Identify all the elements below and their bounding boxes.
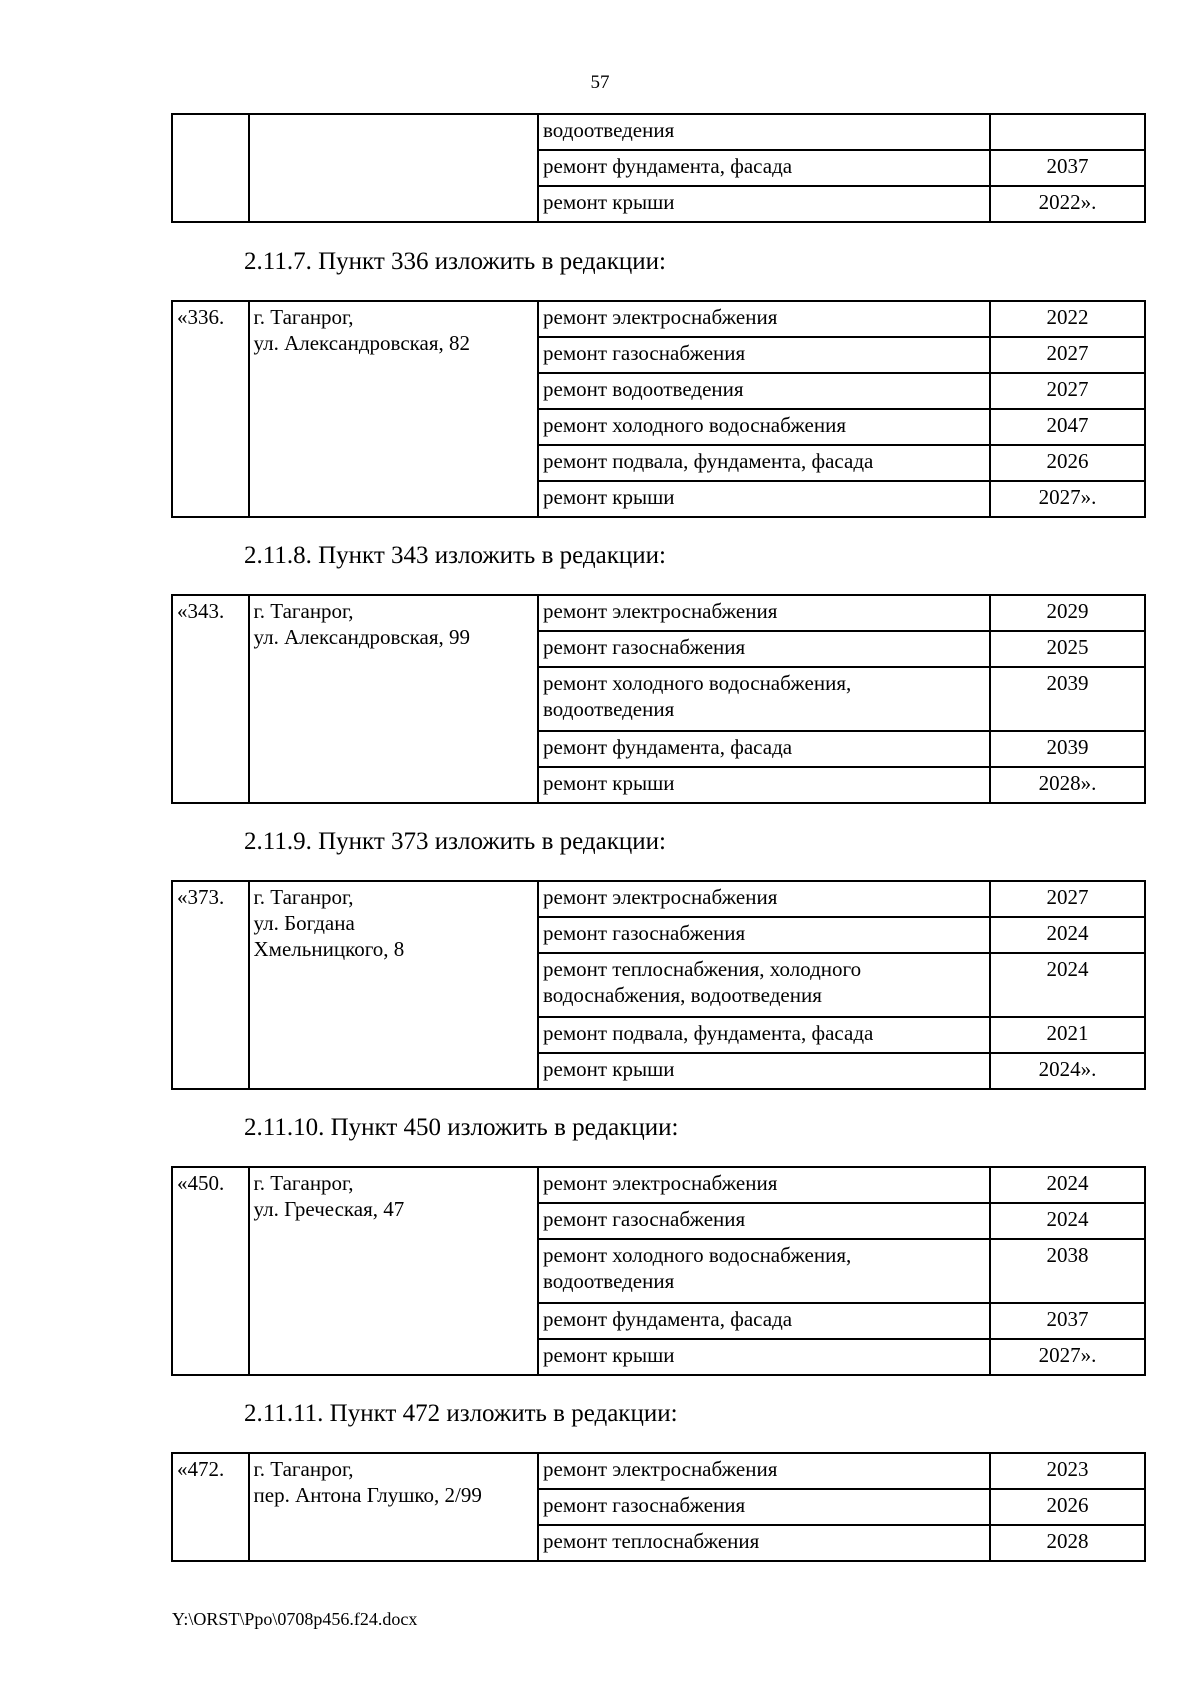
- address-cell: [249, 595, 539, 803]
- section-table: [171, 594, 1146, 804]
- year-cell: 2039: [990, 731, 1145, 767]
- work-cell: ремонт крыши: [538, 1053, 990, 1089]
- section-heading: 2.11.7. Пункт 336 изложить в редакции:: [244, 248, 666, 275]
- address-cell: [249, 881, 539, 1089]
- address-line: г. Таганрог,: [253, 599, 354, 623]
- work-cell: ремонт подвала, фундамента, фасада: [538, 445, 990, 481]
- work-cell: ремонт фундамента, фасада: [538, 1303, 990, 1339]
- work-cell: ремонт газоснабжения: [538, 337, 990, 373]
- address-line: г. Таганрог,: [253, 1171, 354, 1195]
- work-cell: ремонт фундамента, фасада: [538, 150, 990, 186]
- year-cell: 2024: [990, 917, 1145, 953]
- address-line: Хмельницкого, 8: [253, 937, 405, 961]
- year-cell: 2026: [990, 445, 1145, 481]
- year-cell: 2026: [990, 1489, 1145, 1525]
- address-line: г. Таганрог,: [253, 885, 354, 909]
- year-cell: 2037: [990, 1303, 1145, 1339]
- work-cell: ремонт крыши: [538, 1339, 990, 1375]
- table-row: [172, 881, 1145, 917]
- table-row: [172, 1167, 1145, 1203]
- work-cell: ремонт крыши: [538, 767, 990, 803]
- work-cell: ремонт теплоснабжения, холодного водоснабжения, водоотведения: [538, 953, 990, 1017]
- address-cell: [249, 301, 539, 517]
- work-cell: ремонт электроснабжения: [538, 1167, 990, 1203]
- work-cell: ремонт водоотведения: [538, 373, 990, 409]
- address-line: ул. Александровская, 99: [253, 625, 471, 649]
- number-cell: [172, 114, 249, 222]
- section-heading: 2.11.9. Пункт 373 изложить в редакции:: [244, 828, 666, 855]
- work-cell: ремонт фундамента, фасада: [538, 731, 990, 767]
- year-cell: 2038: [990, 1239, 1145, 1303]
- address-cell: [249, 1167, 539, 1375]
- number-cell: «472.: [172, 1453, 249, 1561]
- section-heading: 2.11.11. Пункт 472 изложить в редакции:: [244, 1400, 678, 1427]
- address-line: пер. Антона Глушко, 2/99: [253, 1483, 482, 1507]
- work-cell: ремонт теплоснабжения: [538, 1525, 990, 1561]
- work-cell: ремонт крыши: [538, 186, 990, 222]
- year-cell: 2028: [990, 1525, 1145, 1561]
- year-cell: 2024: [990, 953, 1145, 1017]
- address-line: ул. Богдана: [253, 911, 355, 935]
- section-table: [171, 300, 1146, 518]
- year-cell: 2021: [990, 1017, 1145, 1053]
- section-heading: 2.11.10. Пункт 450 изложить в редакции:: [244, 1114, 679, 1141]
- address-line: ул. Греческая, 47: [253, 1197, 405, 1221]
- table-row: [172, 114, 1145, 150]
- continuation-table: [171, 113, 1146, 223]
- work-cell: ремонт электроснабжения: [538, 881, 990, 917]
- address-line: ул. Александровская, 82: [253, 331, 471, 355]
- number-cell: «373.: [172, 881, 249, 1089]
- year-cell: 2037: [990, 150, 1145, 186]
- work-cell: ремонт электроснабжения: [538, 301, 990, 337]
- file-path-footer: Y:\ORST\Ppo\0708p456.f24.docx: [172, 1609, 418, 1629]
- year-cell: 2022».: [990, 186, 1145, 222]
- address-cell: [249, 1453, 539, 1561]
- address-cell: [249, 114, 539, 222]
- year-cell: [990, 114, 1145, 150]
- number-cell: «343.: [172, 595, 249, 803]
- year-cell: 2025: [990, 631, 1145, 667]
- year-cell: 2027: [990, 373, 1145, 409]
- work-cell: ремонт электроснабжения: [538, 1453, 990, 1489]
- year-cell: 2024».: [990, 1053, 1145, 1089]
- table-row: [172, 1453, 1145, 1489]
- year-cell: 2039: [990, 667, 1145, 731]
- year-cell: 2023: [990, 1453, 1145, 1489]
- year-cell: 2024: [990, 1203, 1145, 1239]
- work-cell: ремонт газоснабжения: [538, 631, 990, 667]
- year-cell: 2027».: [990, 481, 1145, 517]
- page-number: 57: [590, 72, 610, 93]
- year-cell: 2027: [990, 881, 1145, 917]
- work-cell: ремонт электроснабжения: [538, 595, 990, 631]
- work-cell: ремонт газоснабжения: [538, 1203, 990, 1239]
- work-cell: ремонт газоснабжения: [538, 1489, 990, 1525]
- section-table: [171, 880, 1146, 1090]
- address-line: г. Таганрог,: [253, 305, 354, 329]
- year-cell: 2047: [990, 409, 1145, 445]
- section-heading: 2.11.8. Пункт 343 изложить в редакции:: [244, 542, 666, 569]
- year-cell: 2024: [990, 1167, 1145, 1203]
- work-cell: ремонт холодного водоснабжения: [538, 409, 990, 445]
- work-cell: ремонт холодного водоснабжения, водоотведения: [538, 1239, 990, 1303]
- section-table: [171, 1166, 1146, 1376]
- year-cell: 2028».: [990, 767, 1145, 803]
- year-cell: 2022: [990, 301, 1145, 337]
- section-table: [171, 1452, 1146, 1562]
- work-cell: ремонт подвала, фундамента, фасада: [538, 1017, 990, 1053]
- address-line: г. Таганрог,: [253, 1457, 354, 1481]
- year-cell: 2029: [990, 595, 1145, 631]
- work-cell: ремонт газоснабжения: [538, 917, 990, 953]
- year-cell: 2027: [990, 337, 1145, 373]
- table-row: [172, 301, 1145, 337]
- work-cell: ремонт крыши: [538, 481, 990, 517]
- work-cell: водоотведения: [538, 114, 990, 150]
- number-cell: «450.: [172, 1167, 249, 1375]
- table-row: [172, 595, 1145, 631]
- number-cell: «336.: [172, 301, 249, 517]
- year-cell: 2027».: [990, 1339, 1145, 1375]
- work-cell: ремонт холодного водоснабжения, водоотведения: [538, 667, 990, 731]
